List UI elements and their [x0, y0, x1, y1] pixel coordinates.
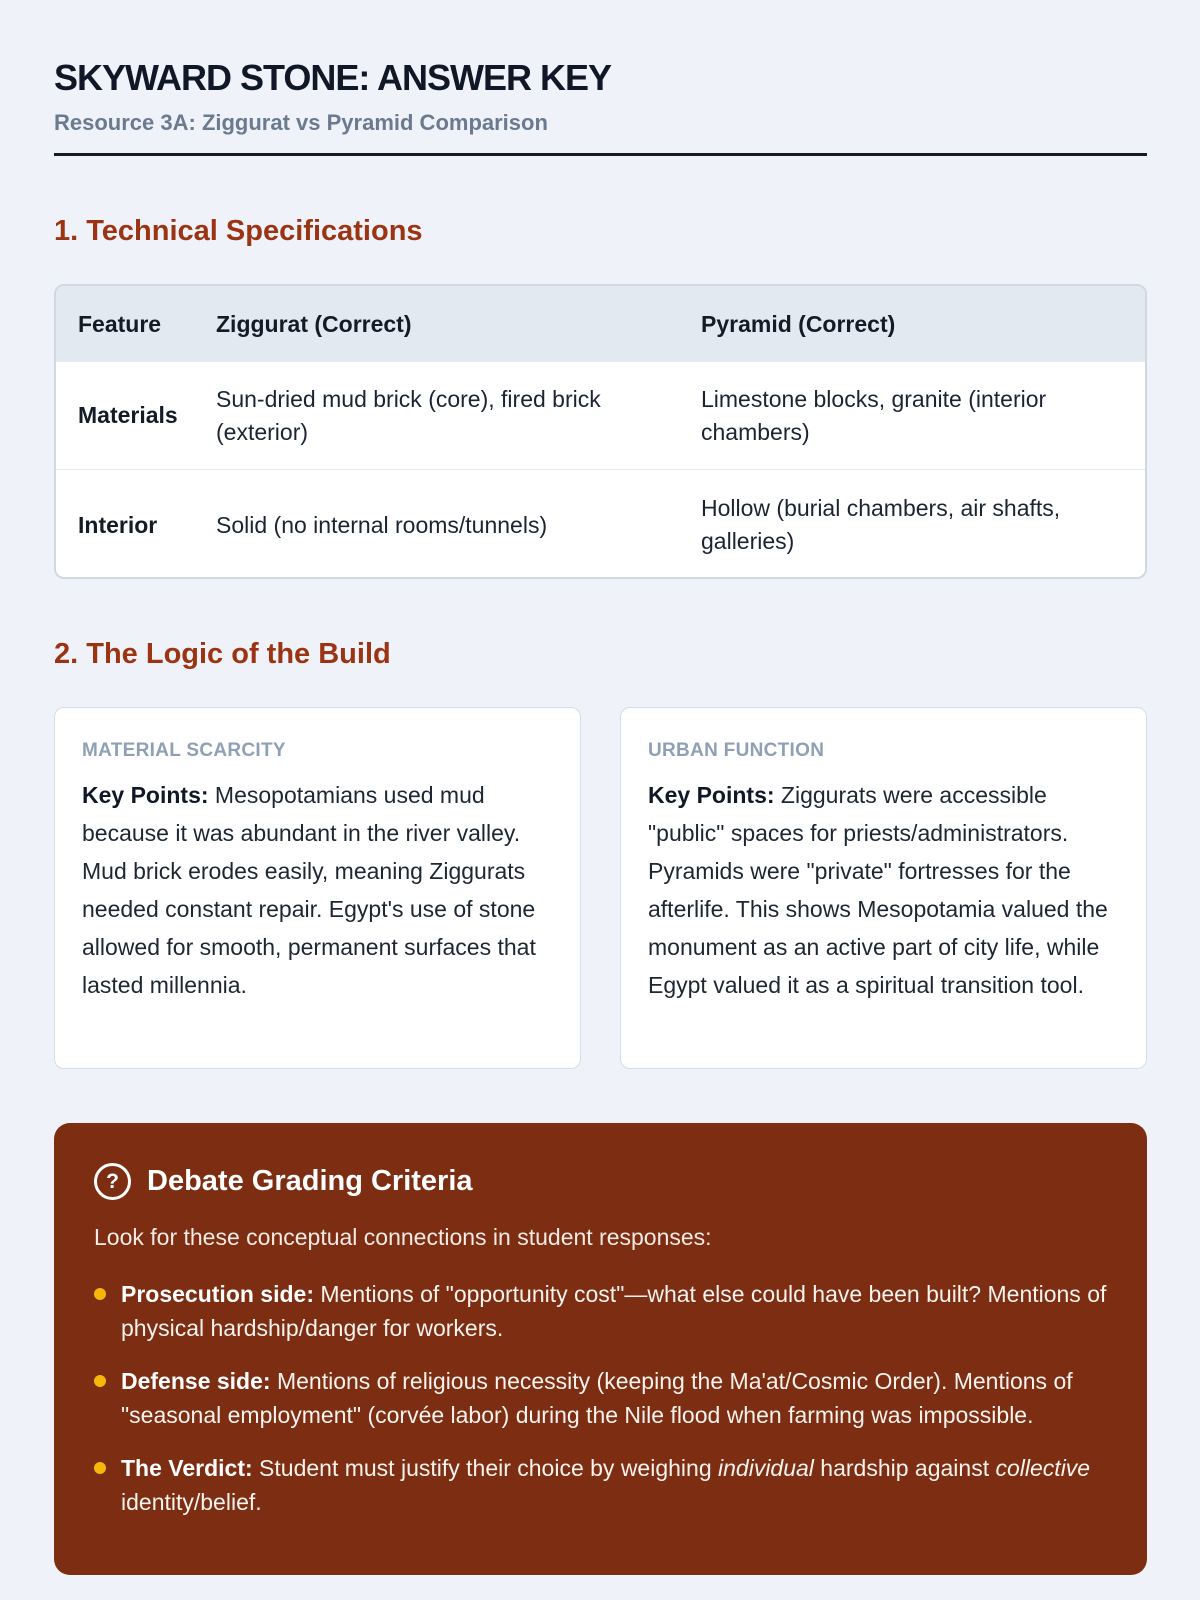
- item-emphasis: individual: [718, 1455, 814, 1481]
- card-urban-function: [620, 707, 1147, 1069]
- card-lead: Key Points:: [82, 782, 209, 808]
- list-item: [94, 1451, 1107, 1519]
- row-label-interior: Interior: [78, 511, 158, 538]
- row-label-materials: Materials: [78, 402, 178, 428]
- cell-pyramid-interior: Hollow (burial chambers, air shafts, galleries): [701, 495, 1061, 554]
- card-kicker: MATERIAL SCARCITY: [82, 740, 286, 761]
- column-header-ziggurat: Ziggurat (Correct): [216, 310, 412, 337]
- card-kicker: URBAN FUNCTION: [648, 740, 825, 761]
- item-emphasis: collective: [995, 1455, 1091, 1481]
- help-circle-icon: ?: [94, 1163, 131, 1200]
- card-lead: Key Points:: [648, 782, 775, 808]
- page-title: SKYWARD STONE: ANSWER KEY: [54, 57, 612, 98]
- bullet-dot-icon: [94, 1288, 106, 1300]
- cell-ziggurat-materials: Sun-dried mud brick (core), fired brick (exterior): [216, 385, 601, 445]
- debate-criteria-panel: [54, 1123, 1147, 1575]
- item-lead: Prosecution side:: [121, 1281, 314, 1307]
- section-heading-logic-of-build: 2. The Logic of the Build: [54, 638, 391, 670]
- specifications-table: [54, 284, 1147, 579]
- page-subtitle: Resource 3A: Ziggurat vs Pyramid Comparison: [54, 110, 548, 135]
- card-text: Mesopotamians used mud because it was abundant in the river valley. Mud brick erodes easily, meaning Ziggurats needed constant repair. Egypt's use of stone allowed for smooth, permanent surfaces that lasted millennia.: [82, 782, 536, 998]
- item-text: identity/belief.: [121, 1489, 262, 1515]
- item-lead: The Verdict:: [121, 1455, 253, 1481]
- card-material-scarcity: [54, 707, 581, 1069]
- criteria-list: [94, 1277, 1107, 1519]
- criteria-title: Debate Grading Criteria: [147, 1165, 473, 1197]
- column-header-pyramid: Pyramid (Correct): [701, 310, 896, 337]
- table-header-row: [56, 286, 1145, 362]
- table-row: [56, 471, 1145, 579]
- list-item: [94, 1277, 1107, 1345]
- title-divider: [54, 153, 1147, 156]
- cell-pyramid-materials: Limestone blocks, granite (interior chambers): [701, 385, 1047, 445]
- bullet-dot-icon: [94, 1375, 106, 1387]
- bullet-dot-icon: [94, 1462, 106, 1474]
- card-body: [648, 776, 1119, 1004]
- list-item: [94, 1364, 1107, 1432]
- item-text: Mentions of religious necessity (keeping the Ma'at/Cosmic Order). Mentions of "seasonal employment" (corvée labor) during the Nile flood when farming was impossible.: [121, 1368, 1073, 1428]
- cell-ziggurat-interior: Solid (no internal rooms/tunnels): [216, 511, 548, 538]
- card-body: [82, 776, 553, 1004]
- card-text: Ziggurats were accessible "public" spaces for priests/administrators. Pyramids were "private" fortresses for the afterlife. This shows Mesopotamia valued the monument as an active part of city life, while Egypt valued it as a spiritual transition tool.: [648, 782, 1108, 998]
- section-heading-technical-specs: 1. Technical Specifications: [54, 215, 423, 247]
- item-lead: Defense side:: [121, 1368, 271, 1394]
- criteria-intro: Look for these conceptual connections in student responses:: [94, 1224, 712, 1250]
- column-header-feature: Feature: [78, 310, 162, 337]
- table-row: [56, 362, 1145, 470]
- item-text: hardship against: [813, 1455, 996, 1481]
- criteria-header: [94, 1163, 1107, 1200]
- item-text: Mentions of "opportunity cost"—what else could have been built? Mentions of physical hardship/danger for workers.: [121, 1281, 1107, 1341]
- item-text: Student must justify their choice by weighing: [252, 1455, 719, 1481]
